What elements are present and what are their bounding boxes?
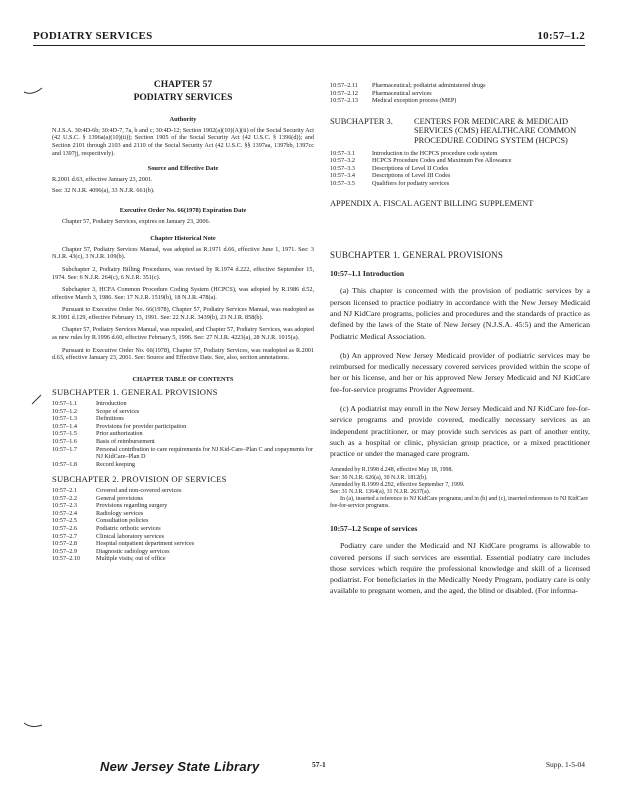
section-paragraph: Podiatry care under the Medicaid and NJ KidCare programs is allowable to covered persons if such services are essential. Essential podiatry care includes those services which require the professional knowledge and skill of a licensed podiatrist. For beneficiaries in the Medically Needy Program, podiatry care is only available to pregnant women, and the aged, the blind or disabled. (For informa- <box>330 541 590 596</box>
toc-section-title: Personal contribution to care requirements for NJ Kid-Care–Plan C and copayments for NJ KidCare–Plan D <box>96 445 314 461</box>
toc-section-number: 10:57–1.6 <box>52 438 77 445</box>
toc-section-title: Multiple visits; out of office <box>96 555 166 563</box>
toc-section-title: Radiology services <box>96 509 144 517</box>
toc-row <box>330 172 590 180</box>
amendment-note: Amended by R.1998 d.248, effective May 18, 1998. <box>330 467 453 474</box>
toc-section-number: 10:57–1.8 <box>52 460 77 468</box>
toc-row <box>52 415 314 423</box>
toc-row <box>52 487 314 495</box>
amendment-note: See: 30 N.J.R. 626(a), 30 N.J.R. 1812(b). <box>330 474 428 481</box>
toc-row <box>52 408 314 416</box>
section-paragraph: (b) An approved New Jersey Medicaid provider of podiatric services may be reimbursed for medically necessary covered services provided within the scope of her or his license, and her or his approved New Jersey Medicaid and NJ KidCare fee-for-service programs Provider Agreement. <box>330 350 590 394</box>
history-paragraph: Pursuant to Executive Order No. 66(1978), Chapter 57, Podiatry Services, was readopted as R.2001 d.63, effective January 23, 2001. See: Source and Effective Date. See, also, section annotations. <box>52 346 314 362</box>
toc-section-title: Provisions regarding surgery <box>96 502 168 510</box>
library-stamp: New Jersey State Library <box>100 759 260 774</box>
toc-section-title: Prior authorization <box>96 430 143 438</box>
margin-mark <box>22 84 46 98</box>
toc-section-title: HCPCS Procedure Codes and Maximum Fee Allowance <box>372 157 512 165</box>
page-footer <box>0 757 618 787</box>
toc-section-number: 10:57–2.6 <box>52 524 77 532</box>
toc-section-title: Record keeping <box>96 460 136 468</box>
subchapter-1-heading: SUBCHAPTER 1. GENERAL PROVISIONS <box>330 250 504 261</box>
toc-row <box>52 548 314 556</box>
toc-row <box>52 400 314 408</box>
toc-section-title: Medical exception process (MEP) <box>372 97 457 105</box>
toc-row <box>52 510 314 518</box>
toc-row <box>330 165 590 173</box>
toc-section-title: Pharmaceutical; podiatrist administered drugs <box>372 82 486 89</box>
toc-row <box>52 495 314 503</box>
subchapter-3-toc-heading <box>330 117 590 146</box>
toc-section-number: 10:57–1.2 <box>52 407 77 415</box>
header-rule <box>33 45 585 46</box>
toc-section-title: Qualifiers for podiatry services <box>372 179 450 187</box>
section-heading: 10:57–1.2 Scope of services <box>330 523 418 533</box>
source-heading: Source and Effective Date <box>147 165 219 173</box>
authority-heading: Authority <box>169 116 197 124</box>
eo-text: Chapter 57, Podiatry Services, expires on January 23, 2006. <box>62 217 211 225</box>
toc-section-number: 10:57–1.3 <box>52 415 77 423</box>
toc-row <box>330 150 590 158</box>
toc-row <box>52 502 314 510</box>
running-header <box>33 30 585 46</box>
section-paragraph: (c) A podiatrist may enroll in the New Jersey Medicaid and NJ KidCare fee-for-service programs and provide covered, medically necessary services as an independent practitioner, or may provide such services as part of another entity, such as a hospital or clinic, physician group practice, or a mixed practitioner practice or under the managed care program. <box>330 403 590 459</box>
toc-section-title: Scope of services <box>96 407 140 415</box>
toc-section-title: General provisions <box>96 494 143 502</box>
toc-section-title: Introduction <box>96 400 127 408</box>
toc-row <box>52 461 314 469</box>
toc-section-number: 10:57–3.4 <box>330 172 355 180</box>
history-paragraph: Chapter 57, Podiatry Services Manual, was repealed, and Chapter 57, Podiatry Services, was adopted as new rules by R.1996 d.60, effective February 5, 1996. See: 27 N.J.R. 4223(a), 28 N.J.R. 1015(a). <box>52 326 314 342</box>
toc-section-title: Covered and non-covered services <box>96 486 182 494</box>
appendix-toc-heading: APPENDIX A. FISCAL AGENT BILLING SUPPLEMENT <box>330 198 534 208</box>
toc-row <box>52 533 314 541</box>
toc-row <box>52 438 314 446</box>
toc-section-number: 10:57–2.7 <box>52 532 77 540</box>
toc-section-number: 10:57–1.1 <box>52 400 77 408</box>
amendment-note: Amended by R.1999 d.292, effective September 7, 1999. <box>330 481 465 488</box>
toc-row <box>52 540 314 548</box>
toc-section-number: 10:57–2.1 <box>52 486 77 494</box>
toc-row <box>52 430 314 438</box>
toc-section-number: 10:57–2.12 <box>330 89 359 97</box>
toc-section-number: 10:57–2.13 <box>330 97 359 105</box>
section-heading: 10:57–1.1 Introduction <box>330 268 405 278</box>
margin-mark <box>30 392 44 406</box>
toc-section-number: 10:57–2.9 <box>52 547 77 555</box>
subchapter-3-title: CENTERS FOR MEDICARE & MEDICAID SERVICES (CMS) HEALTHCARE COMMON PROCEDURE CODING SYSTEM (HCPCS) <box>414 116 577 145</box>
toc-section-number: 10:57–3.1 <box>330 149 355 157</box>
source-line: R.2001 d.63, effective January 23, 2001. <box>52 175 153 183</box>
toc-section-title: Consultation policies <box>96 517 149 525</box>
toc-row <box>52 525 314 533</box>
section-paragraph: (a) This chapter is concerned with the provision of podiatric services by a person licensed to practice podiatry in accordance with the New Jersey Medicaid and NJ KidCare programs, policies and procedures and the standards of practice as defined by the laws of the State of New Jersey (N.J.S.A. 45:5) and the American Podiatric Medical Association. <box>330 286 590 341</box>
toc-row <box>52 517 314 525</box>
toc-row <box>330 97 590 105</box>
history-paragraph: Chapter 57, Podiatry Services Manual, was adopted as R.1971 d.66, effective June 1, 1971. See: 3 N.J.R. 43(c), 3 N.J.R. 109(b). <box>52 245 314 261</box>
source-line: See: 32 N.J.R. 4096(a), 33 N.J.R. 661(b). <box>52 187 155 195</box>
header-section-number: 10:57–1.2 <box>537 30 585 42</box>
amendment-note: See: 31 N.J.R. 1364(a), 31 N.J.R. 2637(a). <box>330 489 431 496</box>
toc-section-number: 10:57–2.10 <box>52 555 81 563</box>
toc-section-title: Hospital outpatient department services <box>96 540 195 548</box>
toc-title: CHAPTER TABLE OF CONTENTS <box>132 375 234 383</box>
toc-section-title: Podiatric orthotic services <box>96 524 161 532</box>
toc-section-title: Introduction to the HCPCS procedure code system <box>372 149 498 157</box>
toc-row <box>330 82 590 90</box>
toc-section-title: Basis of reimbursement <box>96 438 155 445</box>
toc-section-number: 10:57–2.5 <box>52 517 77 525</box>
toc-section-title: Clinical laboratory services <box>96 532 165 540</box>
toc-section-number: 10:57–3.2 <box>330 157 355 165</box>
page-number: 57-1 <box>312 760 326 769</box>
toc-row <box>52 423 314 431</box>
chapter-title: PODIATRY SERVICES <box>133 92 233 103</box>
chapter-number: CHAPTER 57 <box>153 80 213 90</box>
toc-section-title: Descriptions of Level III Codes <box>372 172 451 180</box>
toc-section-number: 10:57–2.11 <box>330 82 358 89</box>
toc-section-number: 10:57–2.3 <box>52 502 77 510</box>
subchapter-1-toc-heading: SUBCHAPTER 1. GENERAL PROVISIONS <box>52 387 218 398</box>
toc-row <box>330 90 590 98</box>
toc-section-number: 10:57–3.3 <box>330 164 355 172</box>
toc-section-number: 10:57–1.4 <box>52 422 77 430</box>
amendment-description: In (a), inserted a reference to NJ KidCare programs; and in (b) and (c), inserted references to NJ KidCare fee-for-service programs. <box>330 496 588 510</box>
history-paragraph: Subchapter 2, Podiatry Billing Procedures, was revised by R.1974 d.222, effective September 15, 1974. See: 6 N.J.R. 264(c), 6 N.J.R. 351(c). <box>52 265 314 281</box>
toc-section-number: 10:57–2.8 <box>52 540 77 548</box>
supplement-date: Supp. 1-5-04 <box>545 760 585 769</box>
toc-row <box>330 180 590 188</box>
toc-section-title: Descriptions of Level II Codes <box>372 164 449 172</box>
subchapter-3-label: SUBCHAPTER 3. <box>330 116 393 126</box>
toc-section-title: Diagnostic radiology services <box>96 547 170 555</box>
toc-row <box>52 446 314 461</box>
history-heading: Chapter Historical Note <box>150 235 216 243</box>
margin-mark <box>22 720 46 732</box>
toc-section-number: 10:57–2.4 <box>52 509 77 517</box>
subchapter-2-toc-heading: SUBCHAPTER 2. PROVISION OF SERVICES <box>52 474 227 485</box>
toc-section-title: Provisions for provider participation <box>96 422 187 430</box>
toc-section-number: 10:57–2.2 <box>52 494 77 502</box>
toc-section-title: Pharmaceutical services <box>372 89 432 97</box>
toc-row <box>330 157 590 165</box>
eo-heading: Executive Order No. 66(1978) Expiration Date <box>119 206 247 214</box>
authority-text: N.J.S.A. 30:4D-6b; 30:4D-7, 7a, b and c; 30:4D-12; Section 1902(a)(10)(A)(ii) of the Social Security Act (42 U.S.C. § 1396a(a)(10)(ii)); Section 1905 of the Social Security Act (42 U.S.C. § 1396(d)); and Section 2101 through 2103 and 2110 of the Social Security Act (42 U.S.C. §§ 1397aa, 1397bb, 1397cc and 1397jj, respectively). <box>52 126 314 157</box>
left-column <box>52 82 314 563</box>
toc-section-number: 10:57–1.7 <box>52 445 77 453</box>
history-paragraph: Subchapter 3, HCFA Common Procedure Coding System (HCPCS), was adopted by R.1986 d.52, effective March 3, 1986. See: 17 N.J.R. 1519(b), 18 N.J.R. 478(a). <box>52 286 314 301</box>
toc-section-title: Definitions <box>96 415 124 423</box>
toc-section-number: 10:57–3.5 <box>330 179 355 187</box>
toc-section-number: 10:57–1.5 <box>52 430 77 438</box>
header-title: PODIATRY SERVICES <box>33 30 153 42</box>
history-paragraph: Pursuant to Executive Order No. 66(1978), Chapter 57, Podiatry Services Manual, was readopted as R.1991 d.129, effective February 13, 1991. See: 22 N.J.R. 3439(b), 23 N.J.R. 858(b). <box>52 306 314 321</box>
toc-row <box>52 555 314 563</box>
right-column <box>330 82 590 605</box>
